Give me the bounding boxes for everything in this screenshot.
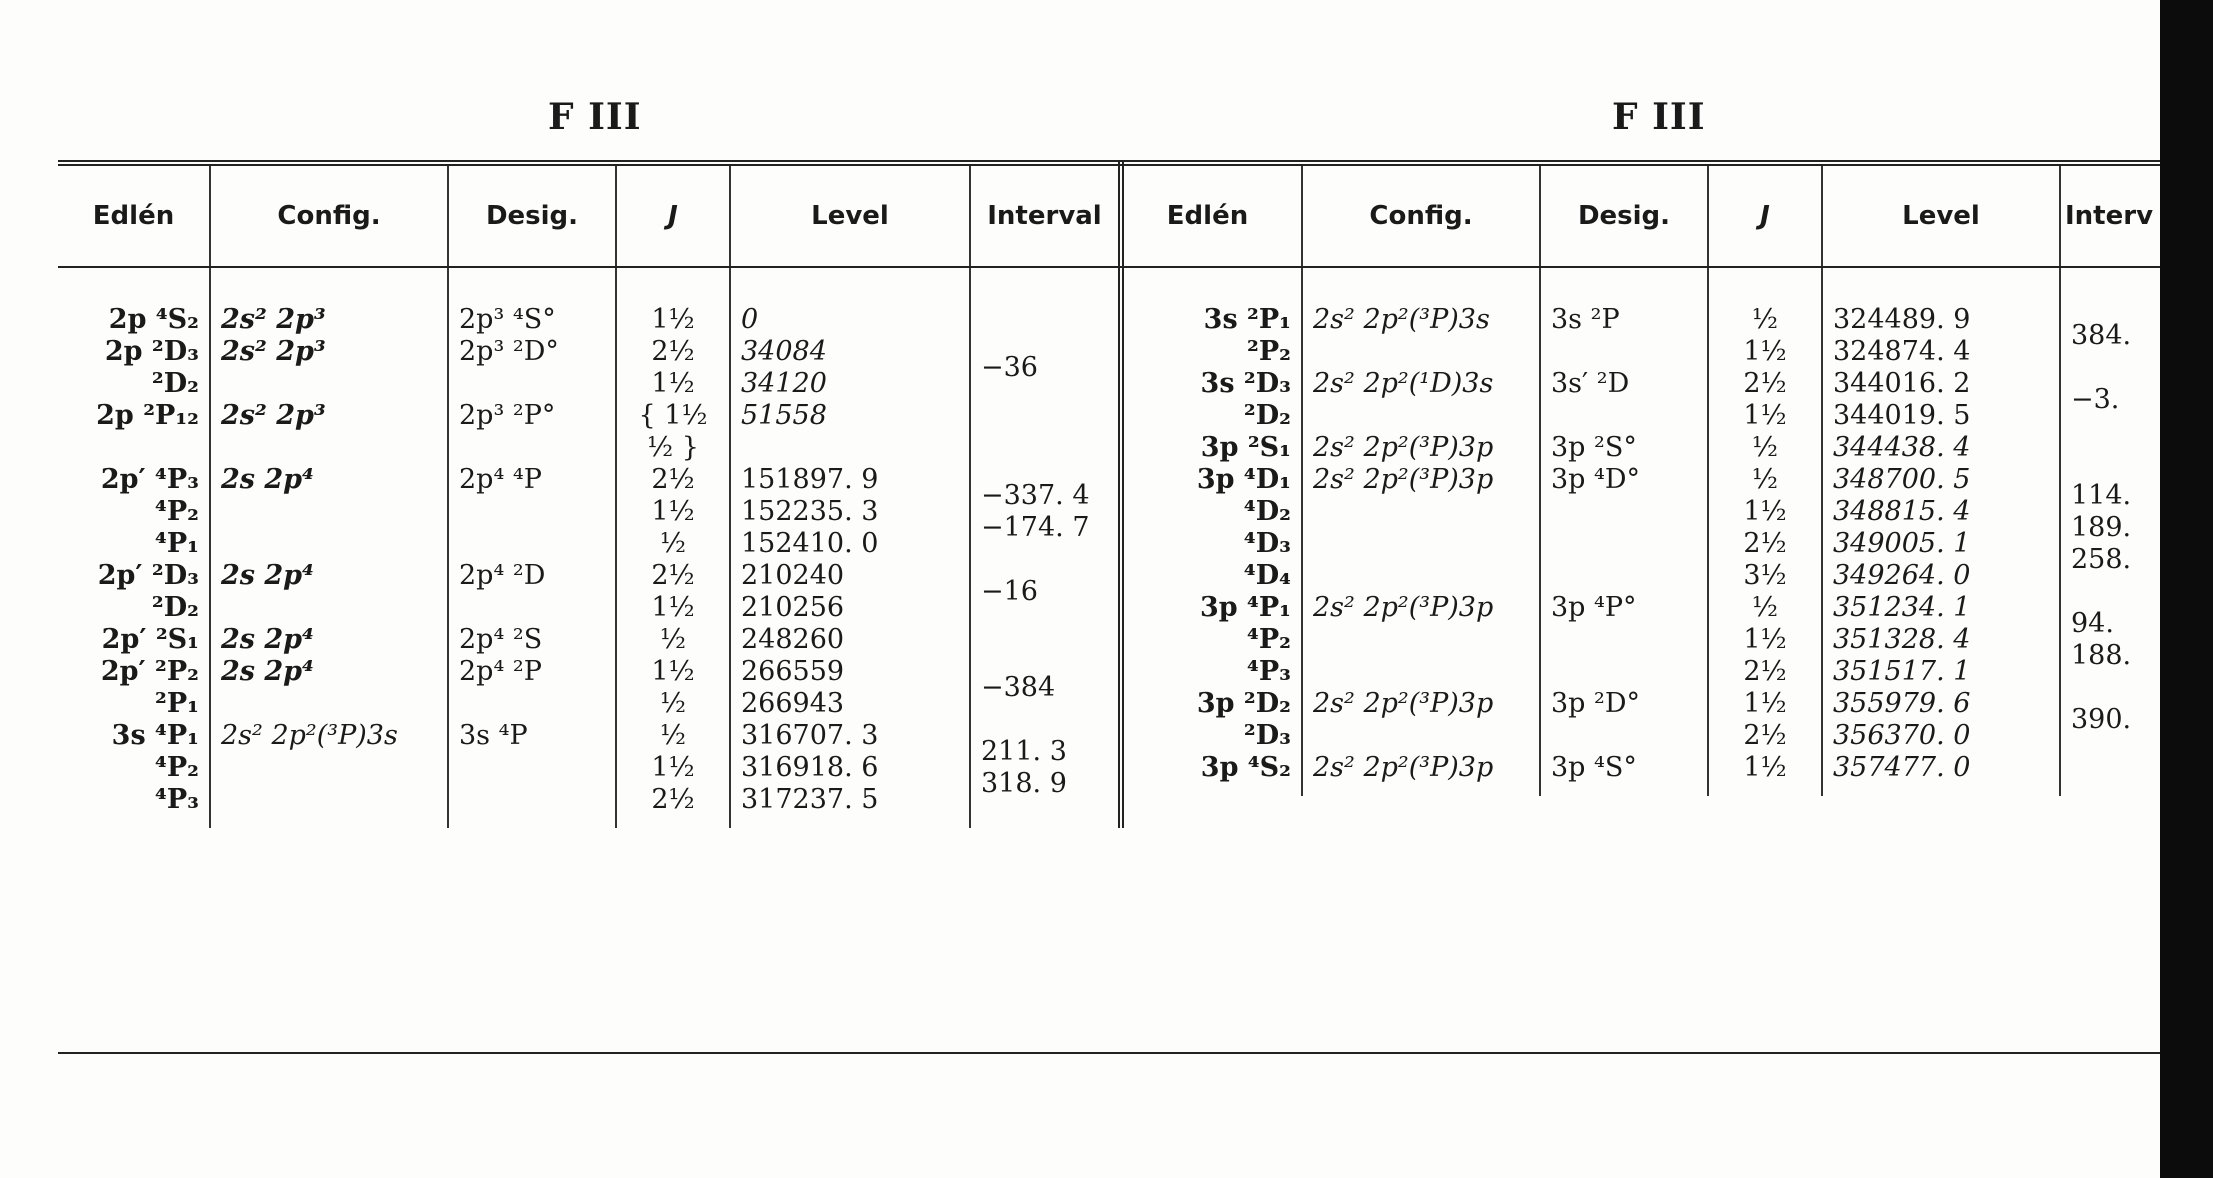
level-line: 266943 — [741, 688, 845, 719]
level-line: 349005. 1 — [1833, 528, 1971, 559]
level-line: 266559 — [741, 656, 845, 687]
j-cell — [616, 560, 730, 624]
edlen-cell — [58, 464, 210, 560]
interval-cell — [970, 400, 1121, 464]
j-line: 1½ — [651, 368, 695, 399]
right-level-table — [1114, 160, 2160, 796]
level-line: 34084 — [741, 336, 827, 367]
interval-line: −337. 4 — [981, 480, 1090, 511]
desig-line: 2p³ ²D° — [459, 336, 559, 367]
interval-line: 114. — [2071, 480, 2132, 511]
level-cell — [730, 624, 970, 656]
j-line: 1½ — [651, 304, 695, 335]
edlen-line: 2p ⁴S₂ — [108, 304, 199, 335]
level-line: 316918. 6 — [741, 752, 879, 783]
desig-line: 2p³ ²P° — [459, 400, 556, 431]
level-cell — [1822, 267, 2060, 368]
level-line: 151897. 9 — [741, 464, 879, 495]
j-line: 1½ — [651, 752, 695, 783]
j-cell — [616, 267, 730, 336]
edlen-cell — [1114, 267, 1302, 368]
config-line: 2s 2p⁴ — [221, 464, 314, 495]
j-line: 2½ — [1743, 528, 1787, 559]
interval-line: 188. — [2071, 640, 2132, 671]
j-line: ½ — [659, 624, 687, 655]
j-line: 2½ — [651, 784, 695, 815]
j-line: ½ — [659, 688, 687, 719]
level-line: 355979. 6 — [1833, 688, 1971, 719]
level-line: 248260 — [741, 624, 845, 655]
interval-cell — [970, 720, 1121, 828]
level-line: 324489. 9 — [1833, 304, 1971, 335]
config-line: 2s² 2p²(³P)3s — [1313, 304, 1490, 335]
desig-line: 3p ⁴S° — [1551, 752, 1637, 783]
edlen-cell — [1114, 464, 1302, 592]
level-cell — [1822, 592, 2060, 688]
table-row — [1114, 464, 2160, 592]
level-line: 357477. 0 — [1833, 752, 1971, 783]
level-line: 351328. 4 — [1833, 624, 1971, 655]
config-line: 2s 2p⁴ — [221, 560, 314, 591]
edlen-line: ⁴P₂ — [155, 752, 199, 783]
j-line: ½ } — [647, 432, 699, 463]
left-level-table — [58, 160, 1124, 828]
desig-line: 3p ⁴D° — [1551, 464, 1641, 495]
j-cell — [616, 464, 730, 560]
col-header-edlen: Edlén — [1114, 163, 1302, 267]
level-line: 210240 — [741, 560, 845, 591]
level-line: 356370. 0 — [1833, 720, 1971, 751]
edlen-line: ⁴D₂ — [1243, 496, 1291, 527]
config-cell — [210, 267, 448, 336]
edlen-cell — [1114, 368, 1302, 432]
desig-line: 3p ⁴P° — [1551, 592, 1637, 623]
j-line: 1½ — [651, 656, 695, 687]
edlen-cell — [1114, 688, 1302, 752]
desig-line: 3s′ ²D — [1551, 368, 1630, 399]
config-line: 2s² 2p²(¹D)3s — [1313, 368, 1494, 399]
j-line: ½ — [1751, 304, 1779, 335]
level-line: 344016. 2 — [1833, 368, 1971, 399]
interval-cell — [2060, 752, 2160, 796]
desig-cell — [1540, 267, 1708, 368]
config-cell — [1302, 432, 1540, 464]
edlen-line: ²D₂ — [151, 368, 199, 399]
level-line: 34120 — [741, 368, 827, 399]
interval-cell — [970, 624, 1121, 656]
j-line: { 1½ — [638, 400, 708, 431]
interval-line: 258. — [2071, 544, 2132, 575]
edlen-line: ²D₃ — [1243, 720, 1291, 751]
level-cell — [1822, 464, 2060, 592]
j-line: 3½ — [1743, 560, 1787, 591]
interval-cell — [970, 464, 1121, 560]
left-table-title: F III — [548, 96, 642, 138]
config-cell — [1302, 752, 1540, 796]
desig-cell — [448, 336, 616, 400]
left-header-row — [58, 163, 1121, 267]
j-cell — [1708, 368, 1822, 432]
bottom-rule — [58, 1052, 2160, 1054]
level-cell — [730, 464, 970, 560]
config-line: 2s² 2p²(³P)3s — [221, 720, 398, 751]
level-line: 348700. 5 — [1833, 464, 1971, 495]
interval-cell — [2060, 688, 2160, 752]
right-header-row — [1114, 163, 2160, 267]
level-line: 349264. 0 — [1833, 560, 1971, 591]
config-line: 2s² 2p²(³P)3p — [1313, 592, 1494, 623]
config-cell — [210, 624, 448, 656]
table-row — [1114, 752, 2160, 796]
config-cell — [1302, 688, 1540, 752]
interval-cell — [970, 336, 1121, 400]
interval-cell — [2060, 464, 2160, 592]
table-row — [58, 336, 1121, 400]
col-header-level: Level — [730, 163, 970, 267]
edlen-line: 3p ⁴D₁ — [1196, 464, 1291, 495]
level-line: 152410. 0 — [741, 528, 879, 559]
j-line: 1½ — [1743, 688, 1787, 719]
desig-line: 3s ²P — [1551, 304, 1620, 335]
level-cell — [730, 656, 970, 720]
config-line: 2s² 2p²(³P)3p — [1313, 432, 1494, 463]
edlen-line: ⁴D₄ — [1243, 560, 1291, 591]
j-cell — [616, 656, 730, 720]
table-row — [58, 624, 1121, 656]
level-line: 348815. 4 — [1833, 496, 1971, 527]
col-header-level: Level — [1822, 163, 2060, 267]
edlen-line: 3p ²D₂ — [1196, 688, 1291, 719]
table-row — [58, 560, 1121, 624]
desig-cell — [1540, 464, 1708, 592]
j-line: 1½ — [1743, 496, 1787, 527]
edlen-line: 2p ²P₁₂ — [96, 400, 199, 431]
right-table-body — [1114, 267, 2160, 796]
col-header-config: Config. — [1302, 163, 1540, 267]
j-line: 1½ — [651, 592, 695, 623]
level-line: 351234. 1 — [1833, 592, 1971, 623]
j-line: ½ — [1751, 464, 1779, 495]
j-cell — [1708, 432, 1822, 464]
table-row — [1114, 432, 2160, 464]
j-line: 1½ — [651, 496, 695, 527]
edlen-line: 2p ²D₃ — [104, 336, 199, 367]
level-line: 324874. 4 — [1833, 336, 1971, 367]
desig-line: 2p⁴ ²S — [459, 624, 543, 655]
edlen-cell — [58, 400, 210, 464]
j-line: 2½ — [651, 464, 695, 495]
edlen-cell — [1114, 432, 1302, 464]
level-cell — [730, 400, 970, 464]
j-cell — [1708, 267, 1822, 368]
desig-cell — [448, 267, 616, 336]
config-cell — [210, 336, 448, 400]
col-header-config: Config. — [210, 163, 448, 267]
col-header-desig: Desig. — [448, 163, 616, 267]
interval-cell — [970, 267, 1121, 336]
interval-cell — [970, 560, 1121, 624]
interval-line: 211. 3 — [981, 736, 1067, 767]
desig-cell — [448, 560, 616, 624]
interval-line: −36 — [981, 352, 1038, 383]
interval-cell — [2060, 592, 2160, 688]
config-cell — [1302, 368, 1540, 432]
level-cell — [730, 336, 970, 400]
config-line: 2s 2p⁴ — [221, 656, 314, 687]
edlen-cell — [58, 336, 210, 400]
j-line: ½ — [659, 528, 687, 559]
config-line: 2s² 2p²(³P)3p — [1313, 688, 1494, 719]
j-line: 1½ — [1743, 336, 1787, 367]
edlen-line: ⁴P₁ — [155, 528, 199, 559]
edlen-cell — [58, 656, 210, 720]
config-cell — [210, 400, 448, 464]
interval-line: −174. 7 — [981, 512, 1090, 543]
desig-cell — [1540, 592, 1708, 688]
level-cell — [1822, 752, 2060, 796]
j-cell — [1708, 464, 1822, 592]
desig-cell — [1540, 752, 1708, 796]
edlen-line: 2p′ ²P₂ — [100, 656, 199, 687]
level-line: 344019. 5 — [1833, 400, 1971, 431]
edlen-line: 3s ⁴P₁ — [111, 720, 199, 751]
interval-line: 384. — [2071, 320, 2132, 351]
edlen-line: 2p′ ⁴P₃ — [100, 464, 199, 495]
desig-cell — [448, 464, 616, 560]
j-cell — [616, 400, 730, 464]
j-cell — [1708, 752, 1822, 796]
desig-line: 2p⁴ ⁴P — [459, 464, 542, 495]
edlen-cell — [1114, 752, 1302, 796]
j-cell — [616, 336, 730, 400]
level-line: 317237. 5 — [741, 784, 879, 815]
edlen-line: ⁴P₃ — [155, 784, 199, 815]
edlen-cell — [1114, 592, 1302, 688]
desig-line: 3s ⁴P — [459, 720, 528, 751]
desig-line: 2p⁴ ²P — [459, 656, 542, 687]
level-line: 316707. 3 — [741, 720, 879, 751]
interval-line: 189. — [2071, 512, 2132, 543]
level-cell — [730, 720, 970, 828]
table-row — [1114, 592, 2160, 688]
desig-cell — [448, 400, 616, 464]
config-cell — [1302, 592, 1540, 688]
desig-cell — [448, 720, 616, 828]
edlen-line: ²P₁ — [155, 688, 199, 719]
level-line: 351517. 1 — [1833, 656, 1971, 687]
edlen-line: ⁴P₃ — [1247, 656, 1291, 687]
j-line: ½ — [1751, 432, 1779, 463]
config-line: 2s 2p⁴ — [221, 624, 314, 655]
interval-cell — [2060, 267, 2160, 368]
interval-line: −16 — [981, 576, 1038, 607]
config-cell — [210, 720, 448, 828]
col-header-j: J — [1708, 163, 1822, 267]
interval-line: −384 — [981, 672, 1056, 703]
desig-cell — [448, 624, 616, 656]
level-line: 0 — [741, 304, 759, 335]
config-cell — [210, 656, 448, 720]
edlen-cell — [58, 560, 210, 624]
level-cell — [1822, 432, 2060, 464]
j-line: ½ — [659, 720, 687, 751]
edlen-line: ²D₂ — [151, 592, 199, 623]
interval-line: −3. — [2071, 384, 2120, 415]
col-header-edlen: Edlén — [58, 163, 210, 267]
desig-cell — [448, 656, 616, 720]
desig-cell — [1540, 432, 1708, 464]
interval-cell — [2060, 368, 2160, 432]
config-cell — [1302, 464, 1540, 592]
j-line: ½ — [1751, 592, 1779, 623]
level-line: 344438. 4 — [1833, 432, 1971, 463]
j-line: 1½ — [1743, 400, 1787, 431]
level-line: 51558 — [741, 400, 827, 431]
table-row — [58, 267, 1121, 336]
config-line: 2s² 2p³ — [221, 336, 326, 367]
table-row — [1114, 688, 2160, 752]
desig-cell — [1540, 368, 1708, 432]
col-header-interval: Interval — [970, 163, 1121, 267]
edlen-line: ²P₂ — [1247, 336, 1291, 367]
interval-cell — [2060, 432, 2160, 464]
scan-edge-shadow — [2160, 0, 2213, 1178]
edlen-line: 2p′ ²D₃ — [97, 560, 199, 591]
interval-cell — [970, 656, 1121, 720]
edlen-line: 3p ⁴S₂ — [1200, 752, 1291, 783]
table-row — [58, 400, 1121, 464]
j-cell — [1708, 688, 1822, 752]
config-line: 2s² 2p²(³P)3p — [1313, 752, 1494, 783]
edlen-line: ⁴P₂ — [1247, 624, 1291, 655]
level-cell — [1822, 688, 2060, 752]
j-cell — [616, 720, 730, 828]
interval-line: 94. — [2071, 608, 2114, 639]
edlen-cell — [58, 267, 210, 336]
j-line: 1½ — [1743, 624, 1787, 655]
j-line: 1½ — [1743, 752, 1787, 783]
j-cell — [1708, 592, 1822, 688]
j-line: 2½ — [1743, 656, 1787, 687]
edlen-line: 2p′ ²S₁ — [101, 624, 199, 655]
edlen-line: ²D₂ — [1243, 400, 1291, 431]
j-line: 2½ — [651, 560, 695, 591]
table-row — [58, 720, 1121, 828]
table-row — [1114, 267, 2160, 368]
config-line: 2s² 2p²(³P)3p — [1313, 464, 1494, 495]
left-table-body — [58, 267, 1121, 828]
j-cell — [616, 624, 730, 656]
desig-cell — [1540, 688, 1708, 752]
edlen-line: 3s ²D₃ — [1200, 368, 1291, 399]
table-row — [1114, 368, 2160, 432]
table-row — [58, 464, 1121, 560]
config-cell — [210, 560, 448, 624]
col-header-desig: Desig. — [1540, 163, 1708, 267]
desig-line: 3p ²S° — [1551, 432, 1637, 463]
level-cell — [730, 267, 970, 336]
desig-line: 2p⁴ ²D — [459, 560, 546, 591]
desig-line: 3p ²D° — [1551, 688, 1641, 719]
level-line: 152235. 3 — [741, 496, 879, 527]
config-cell — [210, 464, 448, 560]
desig-line: 2p³ ⁴S° — [459, 304, 556, 335]
col-header-interval: Interv — [2060, 163, 2160, 267]
edlen-line: ⁴D₃ — [1243, 528, 1291, 559]
level-line: 210256 — [741, 592, 845, 623]
edlen-cell — [58, 624, 210, 656]
interval-line: 390. — [2071, 704, 2132, 735]
interval-line: 318. 9 — [981, 768, 1067, 799]
table-row — [58, 656, 1121, 720]
j-line: 2½ — [651, 336, 695, 367]
col-header-j: J — [616, 163, 730, 267]
j-line: 2½ — [1743, 368, 1787, 399]
config-line: 2s² 2p³ — [221, 400, 326, 431]
edlen-line: 3p ⁴P₁ — [1199, 592, 1291, 623]
j-line: 2½ — [1743, 720, 1787, 751]
right-table-title: F III — [1612, 96, 1706, 138]
edlen-cell — [58, 720, 210, 828]
config-line: 2s² 2p³ — [221, 304, 326, 335]
config-cell — [1302, 267, 1540, 368]
level-cell — [1822, 368, 2060, 432]
edlen-line: ⁴P₂ — [155, 496, 199, 527]
edlen-line: 3p ²S₁ — [1200, 432, 1291, 463]
edlen-line: 3s ²P₁ — [1203, 304, 1291, 335]
level-cell — [730, 560, 970, 624]
